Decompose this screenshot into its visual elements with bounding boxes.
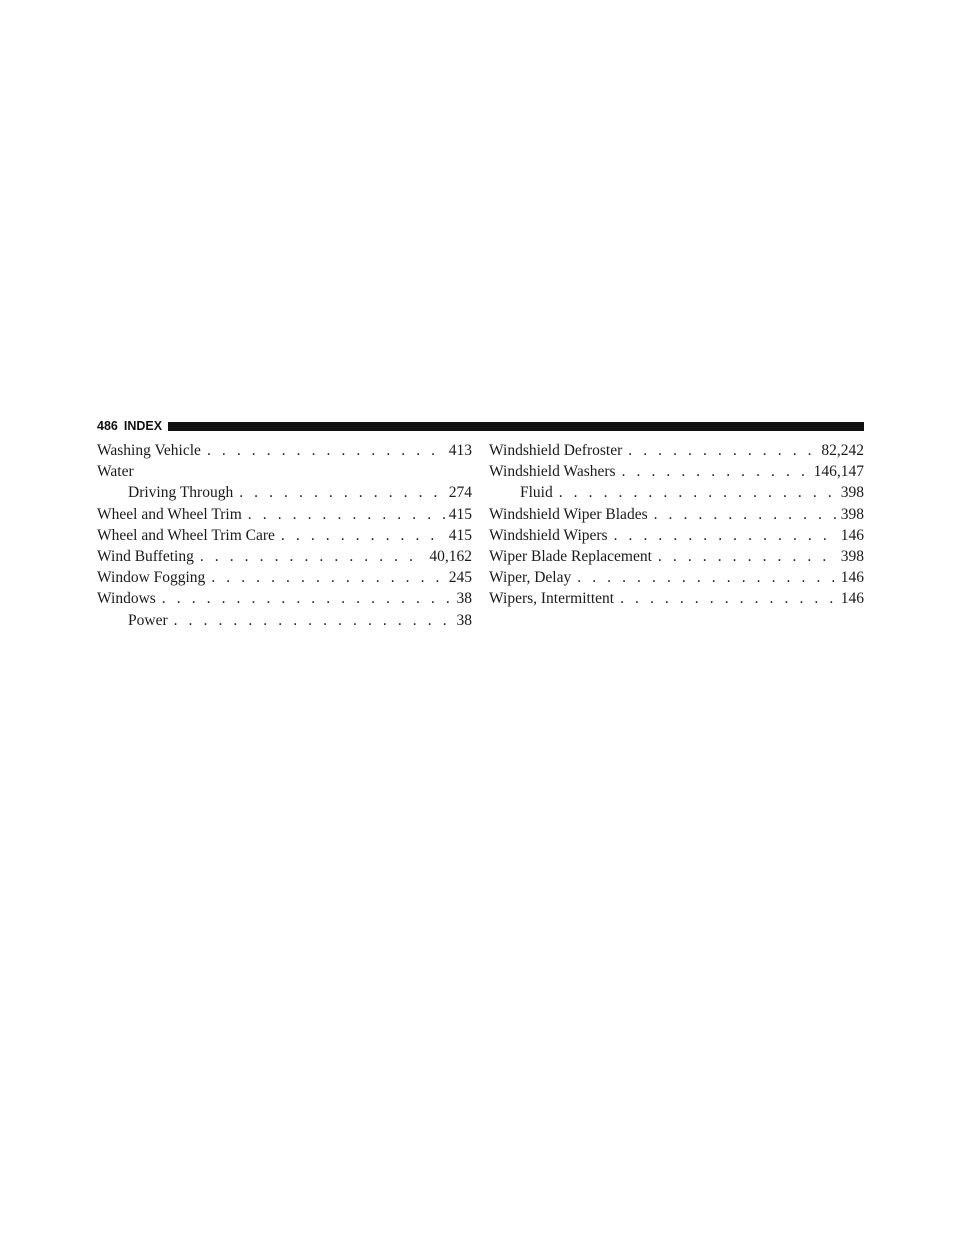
index-pages: 146,147 bbox=[813, 463, 864, 481]
page-header bbox=[97, 418, 864, 434]
index-entry bbox=[97, 567, 472, 588]
index-subentry bbox=[97, 610, 472, 631]
index-pages: 415 bbox=[448, 505, 472, 523]
index-term: Water bbox=[97, 463, 134, 481]
index-pages: 245 bbox=[448, 569, 472, 587]
section-title: INDEX bbox=[123, 419, 163, 433]
index-term: Windows bbox=[97, 590, 156, 608]
index-pages: 398 bbox=[840, 484, 864, 502]
index-entry bbox=[97, 504, 472, 525]
index-entry bbox=[97, 461, 472, 482]
index-pages: 398 bbox=[840, 547, 864, 565]
index-entry bbox=[489, 588, 864, 609]
dot-leader bbox=[162, 588, 453, 609]
dot-leader bbox=[207, 440, 445, 461]
index-term: Washing Vehicle bbox=[97, 442, 201, 459]
index-term: Windshield Washers bbox=[489, 463, 616, 481]
index-term: Wind Buffeting bbox=[97, 547, 194, 565]
dot-leader bbox=[559, 482, 837, 503]
dot-leader bbox=[614, 525, 837, 546]
index-pages: 38 bbox=[456, 611, 472, 629]
page-number: 486 bbox=[97, 419, 118, 433]
dot-leader bbox=[174, 610, 453, 631]
index-term: Fluid bbox=[520, 484, 553, 502]
index-entry bbox=[489, 504, 864, 525]
index-entry bbox=[489, 440, 864, 461]
index-pages: 40,162 bbox=[429, 547, 472, 565]
index-pages: 82,242 bbox=[821, 442, 864, 459]
index-entry bbox=[97, 588, 472, 609]
index-subentry bbox=[97, 482, 472, 503]
header-rule bbox=[168, 422, 864, 431]
index-entry bbox=[97, 525, 472, 546]
index-subentry bbox=[489, 482, 864, 503]
dot-leader bbox=[622, 461, 810, 482]
index-pages: 413 bbox=[448, 442, 472, 459]
index-pages: 146 bbox=[840, 590, 864, 608]
index-pages: 398 bbox=[840, 505, 864, 523]
dot-leader bbox=[654, 504, 837, 525]
index-entry bbox=[489, 546, 864, 567]
index-column-left bbox=[97, 440, 472, 631]
index-entry bbox=[489, 567, 864, 588]
index-entry bbox=[97, 546, 472, 567]
index-term: Wheel and Wheel Trim Care bbox=[97, 526, 275, 544]
index-pages: 274 bbox=[448, 484, 472, 502]
index-term: Wheel and Wheel Trim bbox=[97, 505, 242, 523]
index-term: Window Fogging bbox=[97, 569, 206, 587]
index-term: Wiper Blade Replacement bbox=[489, 547, 652, 565]
index-entry bbox=[489, 525, 864, 546]
dot-leader bbox=[628, 440, 817, 461]
dot-leader bbox=[620, 588, 837, 609]
dot-leader bbox=[239, 482, 445, 503]
index-pages: 146 bbox=[840, 526, 864, 544]
dot-leader bbox=[200, 546, 426, 567]
index-column-right bbox=[489, 440, 864, 610]
dot-leader bbox=[658, 546, 837, 567]
index-pages: 146 bbox=[840, 569, 864, 587]
index-entry bbox=[489, 461, 864, 482]
dot-leader bbox=[577, 567, 837, 588]
dot-leader bbox=[248, 504, 445, 525]
index-term: Power bbox=[128, 611, 168, 629]
index-term: Wipers, Intermittent bbox=[489, 590, 615, 608]
index-term: Windshield Defroster bbox=[489, 442, 623, 459]
index-term: Wiper, Delay bbox=[489, 569, 572, 587]
dot-leader bbox=[211, 567, 444, 588]
index-term: Windshield Wipers bbox=[489, 526, 608, 544]
index-pages: 415 bbox=[448, 526, 472, 544]
dot-leader bbox=[281, 525, 445, 546]
index-pages: 38 bbox=[456, 590, 472, 608]
index-term: Windshield Wiper Blades bbox=[489, 505, 648, 523]
index-term: Driving Through bbox=[128, 484, 234, 502]
index-entry bbox=[97, 440, 472, 461]
